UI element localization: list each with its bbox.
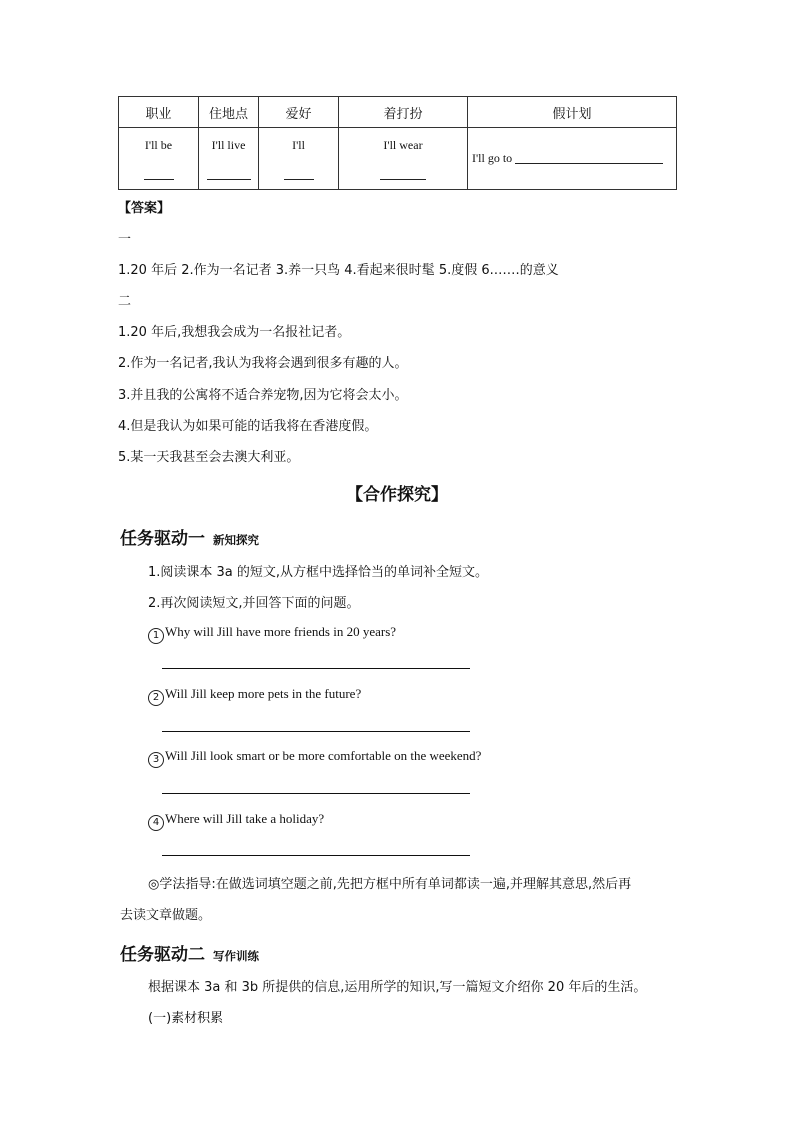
- question-text: Where will Jill take a holiday?: [165, 811, 325, 826]
- circled-number: 3: [148, 752, 164, 768]
- plan-table: [118, 96, 677, 190]
- question-4: [148, 811, 324, 831]
- section-title: 【合作探究】: [346, 485, 448, 505]
- circled-number: 4: [148, 815, 164, 831]
- header-holiday: 假计划: [468, 97, 677, 128]
- task1-heading: [120, 524, 259, 549]
- cell-hobby: [259, 128, 339, 190]
- task2-instruction: 根据课本 3a 和 3b 所提供的信息,运用所学的知识,写一篇短文介绍你 20 年后的生活。: [148, 980, 647, 995]
- blank-job[interactable]: [144, 167, 174, 180]
- cell-clothing-prefix: I'll wear: [383, 138, 423, 152]
- blank-holiday[interactable]: [515, 151, 663, 164]
- task2-subtitle: 写作训练: [213, 949, 259, 963]
- question-text: Will Jill look smart or be more comfortable on the weekend?: [165, 748, 482, 763]
- task2-title: 任务驱动二: [120, 945, 205, 965]
- question-2: [148, 686, 361, 706]
- circled-number: 2: [148, 690, 164, 706]
- answers-part1-line: 1.20 年后 2.作为一名记者 3.养一只鸟 4.看起来很时髦 5.度假 6.……的意义: [118, 263, 559, 278]
- cell-job-prefix: I'll be: [144, 138, 173, 152]
- answer-item: 5.某一天我甚至会去澳大利亚。: [118, 450, 300, 465]
- question-3: [148, 748, 481, 768]
- circled-number: 1: [148, 628, 164, 644]
- task1-instruction-2: 2.再次阅读短文,并回答下面的问题。: [148, 596, 360, 611]
- cell-residence-prefix: I'll live: [211, 138, 246, 152]
- question-text: Will Jill keep more pets in the future?: [165, 686, 362, 701]
- table-header-row: [119, 97, 677, 128]
- study-guide-line-1: ◎学法指导:在做选词填空题之前,先把方框中所有单词都读一遍,并理解其意思,然后再: [148, 877, 632, 892]
- answer-item: 4.但是我认为如果可能的话我将在香港度假。: [118, 419, 378, 434]
- task1-title: 任务驱动一: [120, 529, 205, 549]
- task2-heading: [120, 940, 259, 965]
- blank-hobby[interactable]: [284, 167, 314, 180]
- answer-item: 2.作为一名记者,我认为我将会遇到很多有趣的人。: [118, 356, 408, 371]
- question-1: [148, 624, 396, 644]
- header-hobby: 爱好: [259, 97, 339, 128]
- answer-line-4[interactable]: [162, 855, 470, 856]
- cell-clothing: [339, 128, 468, 190]
- header-job: 职业: [119, 97, 199, 128]
- cell-residence: [199, 128, 259, 190]
- answer-line-2[interactable]: [162, 731, 470, 732]
- header-clothing: 着打扮: [339, 97, 468, 128]
- task1-subtitle: 新知探究: [213, 533, 259, 547]
- question-text: Why will Jill have more friends in 20 years?: [165, 624, 397, 639]
- cell-holiday-prefix: I'll go to: [472, 151, 513, 165]
- study-guide-line-2: 去读文章做题。: [120, 908, 212, 923]
- answer-item: 1.20 年后,我想我会成为一名报社记者。: [118, 325, 351, 340]
- answers-part2-label: 二: [118, 294, 132, 309]
- cell-holiday: [468, 128, 677, 190]
- blank-clothing[interactable]: [380, 167, 426, 180]
- header-residence: 住地点: [199, 97, 259, 128]
- answer-item: 3.并且我的公寓将不适合养宠物,因为它将会太小。: [118, 388, 408, 403]
- task1-instruction-1: 1.阅读课本 3a 的短文,从方框中选择恰当的单词补全短文。: [148, 565, 489, 580]
- answer-line-1[interactable]: [162, 668, 470, 669]
- blank-residence[interactable]: [207, 167, 251, 180]
- cell-hobby-prefix: I'll: [292, 138, 305, 152]
- task2-subsection: (一)素材积累: [148, 1011, 224, 1026]
- cell-job: [119, 128, 199, 190]
- answers-part1-label: 一: [118, 232, 132, 247]
- answers-heading: 【答案】: [118, 201, 171, 216]
- answer-line-3[interactable]: [162, 793, 470, 794]
- table-row: [119, 128, 677, 190]
